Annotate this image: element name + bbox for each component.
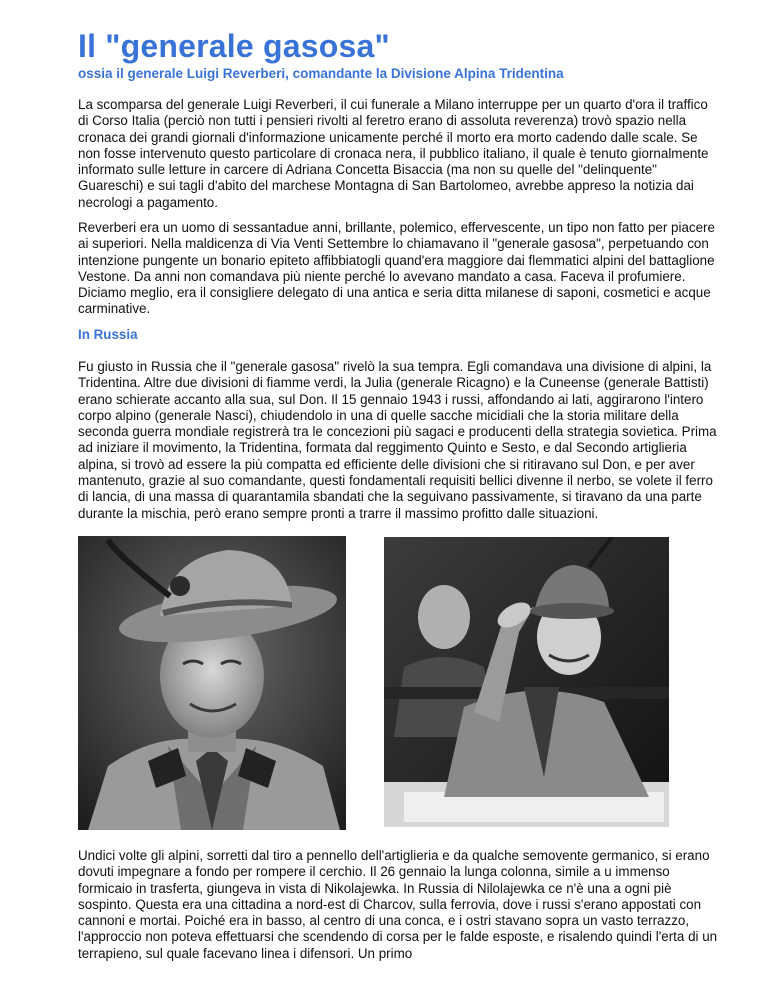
paragraph-3: Fu giusto in Russia che il "generale gasosa" rivelò la sua tempra. Egli comandava una divisione di alpini, la Tridentina. Altre due divisioni di fiamme verdi, la Julia (generale Ricagno) e la Cuneense (generale Battisti) erano schierate accanto alla sua, sul Don. Il 15 gennaio 1943 i russi, affondando ai lati, aggirarono l'intero corpo alpino (generale Nasci), chiudendolo in una di quelle sacche micidiali che la storia militare della seconda guerra mondiale registrerà tra le concezioni più sagaci e producenti della strategia sovietica. Prima ad iniziare il movimento, la Tridentina, formata dal reggimento Quinto e Sesto, e dal Secondo artiglieria alpina, si trovò ad essere la più compatta ed efficiente delle divisioni che si ritiravano sul Don, e per aver mantenuto, grazie al suo comandante, questi fondamentali requisiti bellici divenne il nerbo, se volete il ferro di lancia, di una massa di quarantamila sbandati che la seguivano passivamente, si tiravano da una parte durante la mischia, però erano sempre pronti a trarre il massimo profitto dalle situazioni.: [78, 359, 717, 521]
paragraph-1: La scomparsa del generale Luigi Reverberi, il cui funerale a Milano interruppe per un quarto d'ora il traffico di Corso Italia (perciò non tutti i pensieri rivolti al feretro erano di assoluta reverenza) trovò spazio nella cronaca dei grandi giornali d'informazione unicamente perché il morto era morto cadendo dalle scale. Se non fosse intervenuto questo particolare di cronaca nera, il pubblico italiano, il quale è tenuto giornalmente informato sulle letture in carcere di Adriana Concetta Bisaccia (ma non su quelle del "delinquente" Guareschi) e sui tagli d'abito del marchese Montagna di San Bartolomeo, avrebbe appreso la notizia dai necrologi a pagamento.: [78, 97, 709, 210]
photo-general-portrait: [78, 536, 346, 830]
page-subtitle: ossia il generale Luigi Reverberi, comandante la Divisione Alpina Tridentina: [78, 66, 564, 81]
section-heading: In Russia: [78, 327, 138, 342]
page-title: Il "generale gasosa": [78, 28, 390, 64]
photo-general-saluting: [384, 537, 669, 827]
paragraph-4: Undici volte gli alpini, sorretti dal tiro a pennello dell'artiglieria e da qualche semovente germanico, si erano dovuti impegnare a fondo per rompere il cerchio. Il 26 gennaio la lunga colonna, simile a u immenso formicaio in trasferta, giungeva in vista di Nikolajewka. In Russia di Nilolajewka ce n'è una a ogni piè sospinto. Questa era una cittadina a nord-est di Charcov, sulla ferrovia, dove i russi s'erano appostati con cannoni e mortai. Poiché era in basso, al centro di una conca, e i ostri stavano sopra un vasto terrazzo, l'approccio non poteva effettuarsi che scendendo di corsa per le falde esposte, e risalendo quindi l'erta di un terrapieno, sul quale facevano linea i difensori. Un primo: [78, 848, 718, 961]
paragraph-2: Reverberi era un uomo di sessantadue anni, brillante, polemico, effervescente, un tipo non fatto per piacere ai superiori. Nella maldicenza di Via Venti Settembre lo chiamavano il "generale gasosa", perpetuando con intenzione pungente un bonario epiteto affibbiatogli quand'era maggiore dai flemmatici alpini del battaglione Vestone. Da anni non comandava più niente perché lo avevano mandato a casa. Faceva il profumiere. Diciamo meglio, era il consigliere delegato di una antica e seria ditta milanese di saponi, cosmetici e acque carminative.: [78, 220, 715, 317]
